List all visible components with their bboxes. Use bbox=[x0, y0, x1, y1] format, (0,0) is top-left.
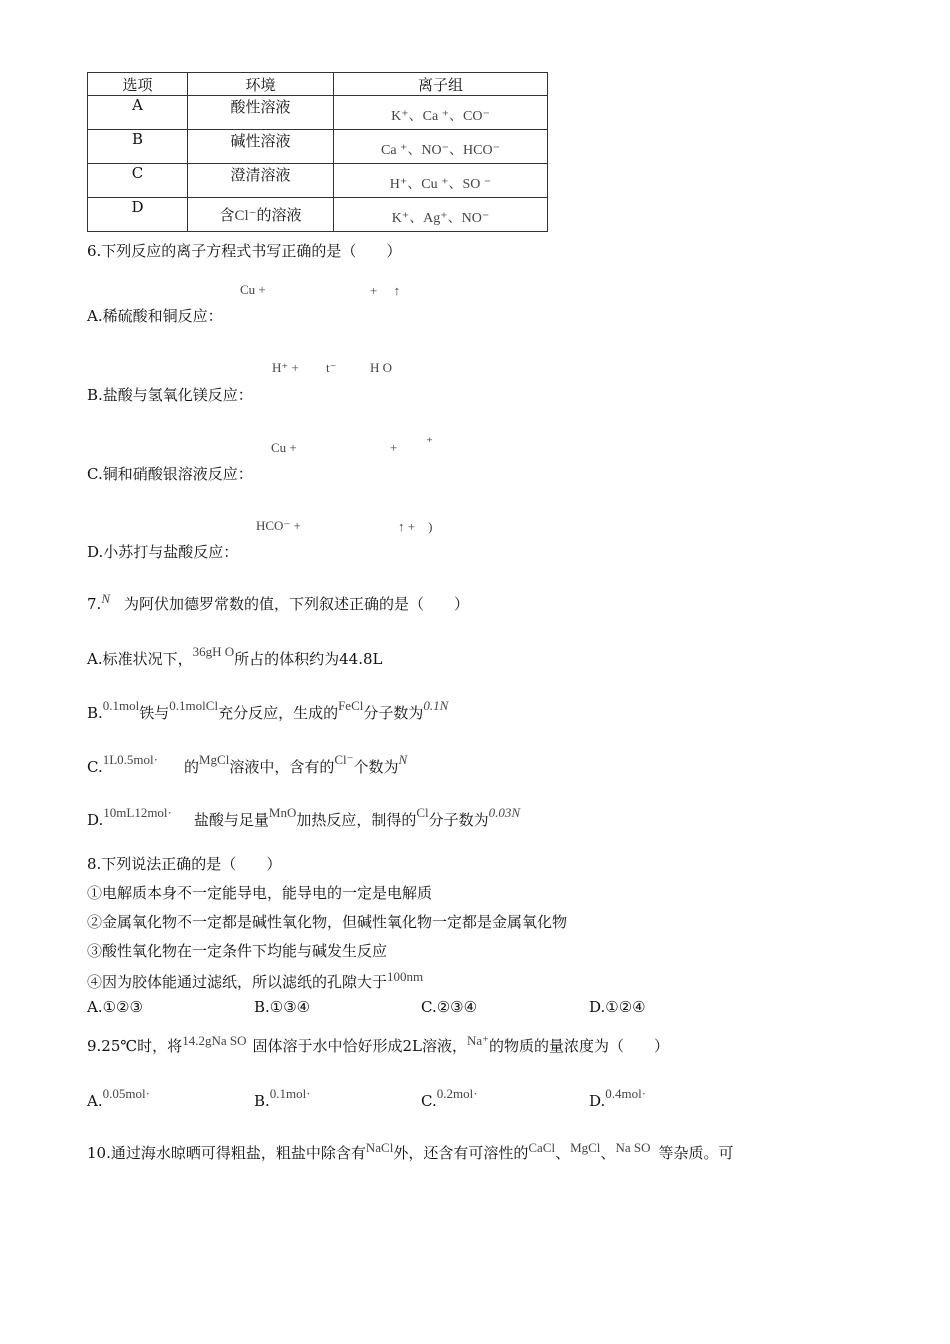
env-cell: 澄清溶液 bbox=[188, 164, 334, 198]
env-cell: 碱性溶液 bbox=[188, 130, 334, 164]
option-cell: C bbox=[88, 164, 188, 198]
q7-stem: 7.N 为阿伏加德罗常数的值，下列叙述正确的是（ ） bbox=[87, 591, 469, 613]
q6-d-eq-left: HCO⁻ + bbox=[256, 518, 301, 533]
q8-statement-3: ③酸性氧化物在一定条件下均能与碱发生反应 bbox=[87, 942, 388, 960]
env-cell: 含Cl⁻的溶液 bbox=[188, 198, 334, 232]
q6-a-eq-left: Cu + bbox=[240, 282, 266, 297]
q8-option-b: B.①③④ bbox=[254, 998, 311, 1016]
q7-option-a: A.标准状况下，36gH O所占的体积约为44.8L bbox=[87, 644, 383, 668]
q9-option-c: C.0.2mol· bbox=[421, 1086, 478, 1110]
q7-option-b: B.0.1mol铁与0.1molCl充分反应，生成的FeCl分子数为0.1N bbox=[87, 698, 449, 722]
q8-option-a: A.①②③ bbox=[87, 998, 143, 1016]
q7-option-d: D.10mL12mol· 盐酸与足量MnO加热反应，制得的Cl分子数为0.03N bbox=[87, 805, 521, 829]
table-header: 离子组 bbox=[334, 73, 548, 96]
q6-b-eq-mid: t⁻ bbox=[326, 360, 337, 375]
q8-statement-1: ①电解质本身不一定能导电，能导电的一定是电解质 bbox=[87, 884, 433, 902]
q6-option-d: D.小苏打与盐酸反应： bbox=[87, 543, 239, 561]
q8-option-d: D.①②④ bbox=[589, 998, 646, 1016]
table-row bbox=[88, 130, 548, 164]
q9-option-d: D.0.4mol· bbox=[589, 1086, 647, 1110]
option-cell: A bbox=[88, 96, 188, 130]
q6-option-a: A.稀硫酸和铜反应： bbox=[87, 307, 223, 325]
env-cell: 酸性溶液 bbox=[188, 96, 334, 130]
q6-stem: 6.下列反应的离子方程式书写正确的是（ ） bbox=[87, 242, 402, 260]
q6-a-eq-right: + ↑ bbox=[370, 283, 401, 298]
ions-cell: K⁺、Ca ⁺、CO⁻ bbox=[334, 96, 548, 130]
option-cell: B bbox=[88, 130, 188, 164]
q9-option-a: A.0.05mol· bbox=[87, 1086, 150, 1110]
q9-option-b: B.0.1mol· bbox=[254, 1086, 311, 1110]
q7-option-c: C.1L0.5mol· 的MgCl溶液中，含有的Cl⁻个数为N bbox=[87, 752, 408, 776]
table-row bbox=[88, 96, 548, 130]
table-header-row bbox=[88, 73, 548, 96]
ion-table bbox=[87, 72, 548, 232]
q6-b-eq-right: H O bbox=[370, 360, 393, 375]
option-cell: D bbox=[88, 198, 188, 232]
q8-statement-2: ②金属氧化物不一定都是碱性氧化物，但碱性氧化物一定都是金属氧化物 bbox=[87, 913, 568, 931]
q10-stem: 10.通过海水晾晒可得粗盐，粗盐中除含有NaCl外，还含有可溶性的CaCl、MgCl、Na SO 等杂质。可 bbox=[87, 1140, 734, 1162]
q6-c-eq-tail: ⁺ bbox=[426, 434, 433, 449]
ions-cell: Ca ⁺、NO⁻、HCO⁻ bbox=[334, 130, 548, 164]
q6-c-eq-left: Cu + bbox=[271, 440, 297, 455]
table-header: 环境 bbox=[188, 73, 334, 96]
ions-cell: K⁺、Ag⁺、NO⁻ bbox=[334, 198, 548, 232]
q6-option-b: B.盐酸与氢氧化镁反应： bbox=[87, 386, 253, 404]
q6-c-eq-right: + bbox=[390, 440, 398, 455]
q6-b-eq-left: H⁺ + bbox=[272, 360, 299, 375]
table-row bbox=[88, 198, 548, 232]
q8-statement-4: ④因为胶体能通过滤纸，所以滤纸的孔隙大于100nm bbox=[87, 969, 424, 991]
q8-option-c: C.②③④ bbox=[421, 998, 478, 1016]
ions-cell: H⁺、Cu ⁺、SO ⁻ bbox=[334, 164, 548, 198]
q6-d-eq-right: ↑ + ) bbox=[398, 519, 433, 534]
q6-option-c: C.铜和硝酸银溶液反应： bbox=[87, 465, 253, 483]
q8-stem: 8.下列说法正确的是（ ） bbox=[87, 855, 282, 873]
table-header: 选项 bbox=[88, 73, 188, 96]
q9-stem: 9.25℃时，将14.2gNa SO 固体溶于水中恰好形成2L溶液，Na⁺的物质的量浓度为（ ） bbox=[87, 1033, 670, 1055]
table-row bbox=[88, 164, 548, 198]
